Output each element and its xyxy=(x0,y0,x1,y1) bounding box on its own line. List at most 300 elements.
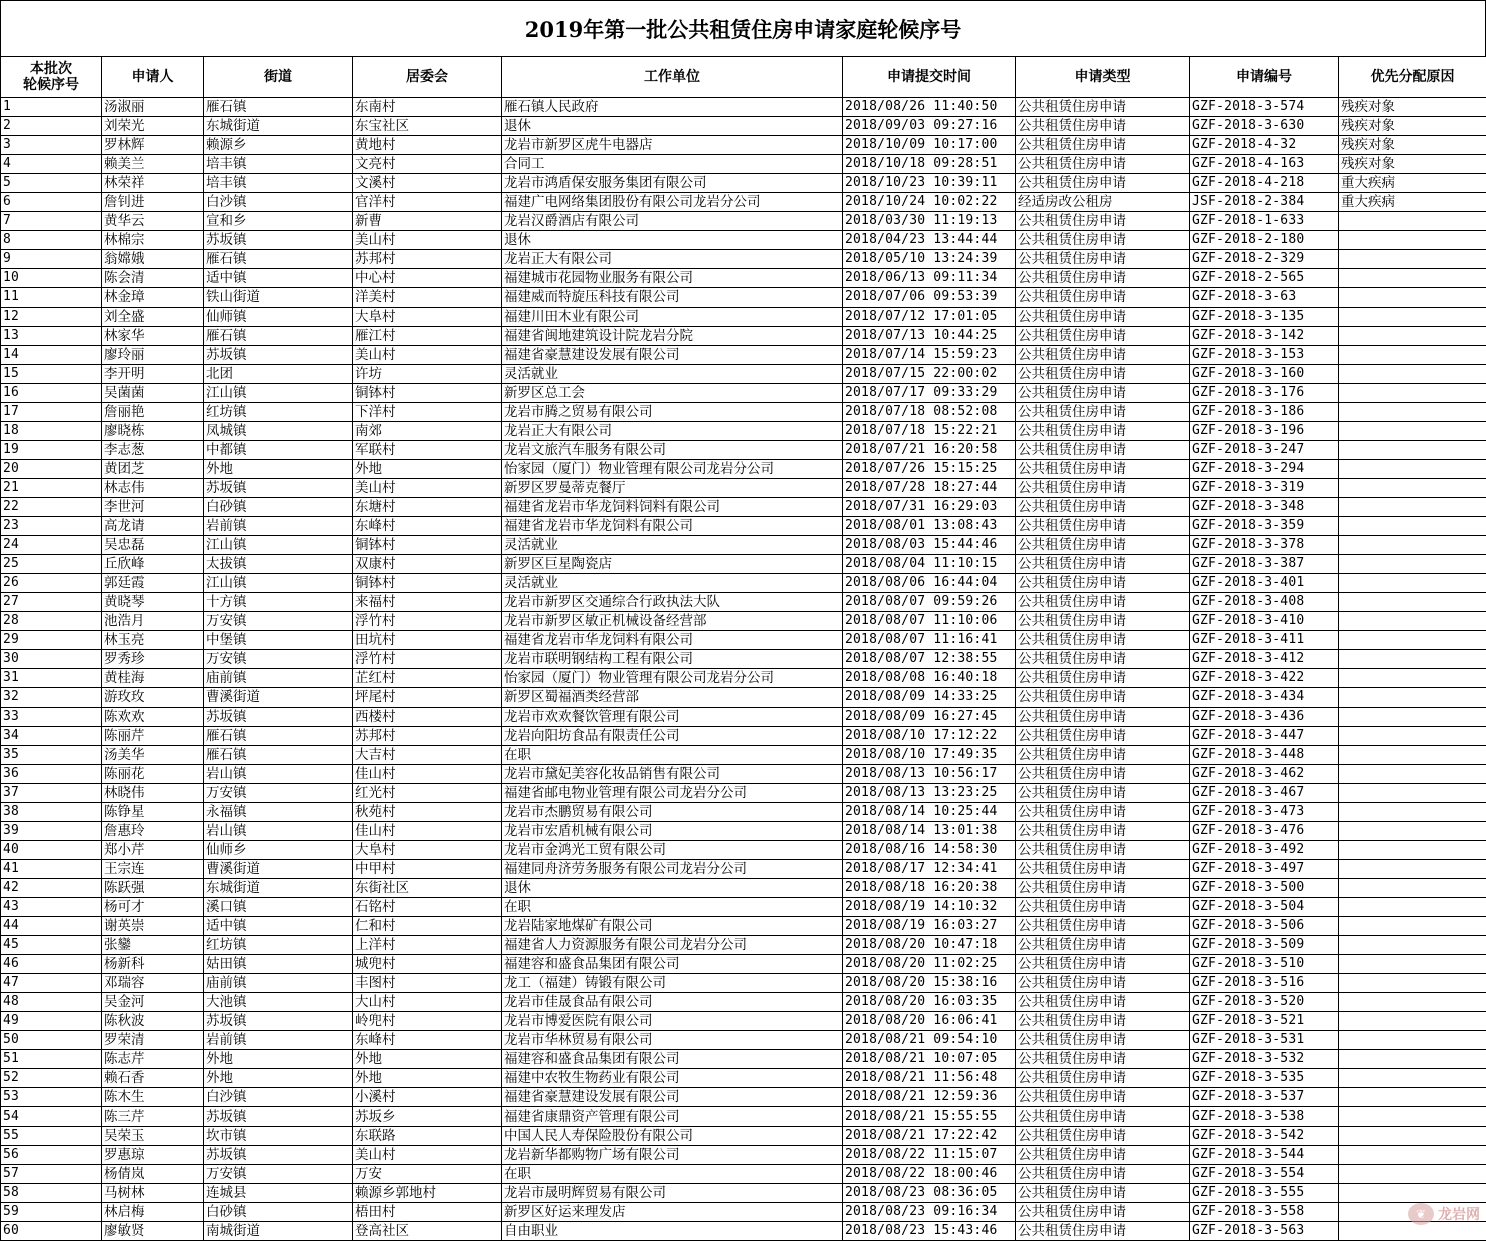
cell-submit-time: 2018/03/30 11:19:13 xyxy=(843,212,1016,231)
cell-priority xyxy=(1339,517,1486,536)
cell-committee: 浮竹村 xyxy=(353,612,502,631)
cell-committee: 东街社区 xyxy=(353,878,502,897)
table-row xyxy=(1,1183,1486,1202)
cell-type: 公共租赁住房申请 xyxy=(1016,878,1190,897)
cell-street: 江山镇 xyxy=(204,383,353,402)
cell-priority xyxy=(1339,402,1486,421)
cell-employer: 福建省龙岩市华龙饲料饲料有限公司 xyxy=(502,497,843,516)
cell-employer: 新罗区好运来理发店 xyxy=(502,1202,843,1221)
cell-street: 白砂镇 xyxy=(204,1202,353,1221)
cell-type: 公共租赁住房申请 xyxy=(1016,497,1190,516)
cell-applicant: 黄桂海 xyxy=(102,669,204,688)
cell-employer: 新罗区巨星陶瓷店 xyxy=(502,555,843,574)
table-row xyxy=(1,936,1486,955)
cell-submit-time: 2018/08/20 16:06:41 xyxy=(843,1012,1016,1031)
cell-submit-time: 2018/08/10 17:49:35 xyxy=(843,745,1016,764)
cell-street: 苏坂镇 xyxy=(204,1145,353,1164)
cell-number: GZF-2018-3-408 xyxy=(1190,593,1339,612)
cell-type: 公共租赁住房申请 xyxy=(1016,250,1190,269)
table-row xyxy=(1,326,1486,345)
cell-committee: 城兜村 xyxy=(353,955,502,974)
cell-priority xyxy=(1339,250,1486,269)
cell-applicant: 陈欢欢 xyxy=(102,707,204,726)
cell-street: 培丰镇 xyxy=(204,155,353,174)
cell-priority xyxy=(1339,707,1486,726)
table-row xyxy=(1,1126,1486,1145)
cell-applicant: 杨新科 xyxy=(102,955,204,974)
cell-street: 坎市镇 xyxy=(204,1126,353,1145)
cell-street: 仙师镇 xyxy=(204,307,353,326)
cell-submit-time: 2018/07/12 17:01:05 xyxy=(843,307,1016,326)
table-row xyxy=(1,555,1486,574)
cell-employer: 雁石镇人民政府 xyxy=(502,98,843,117)
cell-applicant: 郭廷霞 xyxy=(102,574,204,593)
cell-priority xyxy=(1339,859,1486,878)
cell-applicant: 林棉宗 xyxy=(102,231,204,250)
cell-employer: 福建容和盛食品集团有限公司 xyxy=(502,1050,843,1069)
cell-type: 公共租赁住房申请 xyxy=(1016,269,1190,288)
table-row xyxy=(1,174,1486,193)
cell-committee: 梧田村 xyxy=(353,1202,502,1221)
cell-employer: 新罗区罗曼蒂克餐厅 xyxy=(502,478,843,497)
cell-committee: 芷红村 xyxy=(353,669,502,688)
cell-seq: 48 xyxy=(1,993,102,1012)
cell-number: GZF-2018-3-434 xyxy=(1190,688,1339,707)
cell-submit-time: 2018/06/13 09:11:34 xyxy=(843,269,1016,288)
cell-submit-time: 2018/05/10 13:24:39 xyxy=(843,250,1016,269)
cell-priority xyxy=(1339,555,1486,574)
cell-street: 万安镇 xyxy=(204,783,353,802)
leaf-logo-icon: ❦ xyxy=(1408,1203,1434,1225)
cell-seq: 50 xyxy=(1,1031,102,1050)
cell-seq: 32 xyxy=(1,688,102,707)
cell-street: 外地 xyxy=(204,1050,353,1069)
cell-seq: 49 xyxy=(1,1012,102,1031)
cell-number: GZF-2018-3-319 xyxy=(1190,478,1339,497)
cell-number: GZF-2018-3-473 xyxy=(1190,802,1339,821)
cell-submit-time: 2018/08/13 13:23:25 xyxy=(843,783,1016,802)
cell-employer: 福建省豪慧建设发展有限公司 xyxy=(502,345,843,364)
cell-submit-time: 2018/08/22 18:00:46 xyxy=(843,1164,1016,1183)
cell-priority xyxy=(1339,974,1486,993)
cell-type: 公共租赁住房申请 xyxy=(1016,897,1190,916)
cell-street: 雁石镇 xyxy=(204,98,353,117)
cell-seq: 23 xyxy=(1,517,102,536)
cell-employer: 龙岩市晟明辉贸易有限公司 xyxy=(502,1183,843,1202)
cell-applicant: 李世河 xyxy=(102,497,204,516)
cell-submit-time: 2018/07/26 15:15:25 xyxy=(843,459,1016,478)
cell-seq: 14 xyxy=(1,345,102,364)
cell-employer: 龙岩市联明钢结构工程有限公司 xyxy=(502,650,843,669)
cell-applicant: 林金璋 xyxy=(102,288,204,307)
cell-street: 岩前镇 xyxy=(204,517,353,536)
cell-priority xyxy=(1339,993,1486,1012)
cell-type: 公共租赁住房申请 xyxy=(1016,440,1190,459)
cell-number: GZF-2018-3-387 xyxy=(1190,555,1339,574)
cell-street: 赖源乡 xyxy=(204,136,353,155)
cell-seq: 37 xyxy=(1,783,102,802)
cell-number: GZF-2018-3-510 xyxy=(1190,955,1339,974)
header-applicant: 申请人 xyxy=(102,57,204,98)
cell-committee: 许坊 xyxy=(353,364,502,383)
cell-applicant: 吴金河 xyxy=(102,993,204,1012)
table-row xyxy=(1,707,1486,726)
cell-submit-time: 2018/07/17 09:33:29 xyxy=(843,383,1016,402)
cell-committee: 铜钵村 xyxy=(353,536,502,555)
cell-number: GZF-2018-3-186 xyxy=(1190,402,1339,421)
cell-applicant: 刘荣光 xyxy=(102,117,204,136)
cell-submit-time: 2018/08/21 11:56:48 xyxy=(843,1069,1016,1088)
cell-applicant: 谢英崇 xyxy=(102,917,204,936)
table-row xyxy=(1,459,1486,478)
cell-employer: 福建威而特旋压科技有限公司 xyxy=(502,288,843,307)
cell-street: 江山镇 xyxy=(204,574,353,593)
cell-applicant: 林晓伟 xyxy=(102,783,204,802)
cell-committee: 东塘村 xyxy=(353,497,502,516)
cell-seq: 39 xyxy=(1,821,102,840)
cell-seq: 56 xyxy=(1,1145,102,1164)
cell-submit-time: 2018/08/20 11:02:25 xyxy=(843,955,1016,974)
cell-employer: 退休 xyxy=(502,878,843,897)
cell-employer: 龙岩文旅汽车服务有限公司 xyxy=(502,440,843,459)
cell-employer: 龙岩正大有限公司 xyxy=(502,250,843,269)
cell-priority xyxy=(1339,231,1486,250)
cell-street: 太拔镇 xyxy=(204,555,353,574)
cell-priority xyxy=(1339,574,1486,593)
cell-number: GZF-2018-3-401 xyxy=(1190,574,1339,593)
cell-employer: 龙岩市欢欢餐饮管理有限公司 xyxy=(502,707,843,726)
cell-number: GZF-2018-3-558 xyxy=(1190,1202,1339,1221)
cell-submit-time: 2018/08/19 14:10:32 xyxy=(843,897,1016,916)
cell-street: 十方镇 xyxy=(204,593,353,612)
cell-priority xyxy=(1339,307,1486,326)
cell-priority xyxy=(1339,440,1486,459)
cell-applicant: 陈铮星 xyxy=(102,802,204,821)
cell-submit-time: 2018/08/01 13:08:43 xyxy=(843,517,1016,536)
cell-type: 公共租赁住房申请 xyxy=(1016,98,1190,117)
cell-number: GZF-2018-3-497 xyxy=(1190,859,1339,878)
header-street: 街道 xyxy=(204,57,353,98)
cell-committee: 南郊 xyxy=(353,421,502,440)
table-row xyxy=(1,307,1486,326)
cell-submit-time: 2018/07/13 10:44:25 xyxy=(843,326,1016,345)
cell-committee: 大阜村 xyxy=(353,840,502,859)
table-row xyxy=(1,821,1486,840)
cell-priority xyxy=(1339,1107,1486,1126)
cell-type: 公共租赁住房申请 xyxy=(1016,1088,1190,1107)
cell-applicant: 吴荣玉 xyxy=(102,1126,204,1145)
cell-submit-time: 2018/08/08 16:40:18 xyxy=(843,669,1016,688)
cell-seq: 60 xyxy=(1,1221,102,1240)
cell-priority xyxy=(1339,459,1486,478)
cell-employer: 福建省邮电物业管理有限公司龙岩分公司 xyxy=(502,783,843,802)
cell-seq: 40 xyxy=(1,840,102,859)
cell-street: 雁石镇 xyxy=(204,726,353,745)
cell-employer: 退休 xyxy=(502,117,843,136)
cell-seq: 8 xyxy=(1,231,102,250)
cell-applicant: 汤淑丽 xyxy=(102,98,204,117)
cell-street: 东城街道 xyxy=(204,878,353,897)
cell-applicant: 赖美兰 xyxy=(102,155,204,174)
cell-committee: 官洋村 xyxy=(353,193,502,212)
cell-submit-time: 2018/08/19 16:03:27 xyxy=(843,917,1016,936)
cell-employer: 福建省人力资源服务有限公司龙岩分公司 xyxy=(502,936,843,955)
cell-number: GZF-2018-3-535 xyxy=(1190,1069,1339,1088)
cell-type: 公共租赁住房申请 xyxy=(1016,1107,1190,1126)
cell-priority xyxy=(1339,1202,1486,1221)
cell-priority xyxy=(1339,745,1486,764)
cell-number: GZF-2018-3-500 xyxy=(1190,878,1339,897)
cell-applicant: 李开明 xyxy=(102,364,204,383)
cell-committee: 坪尾村 xyxy=(353,688,502,707)
table-row xyxy=(1,574,1486,593)
cell-applicant: 李志葱 xyxy=(102,440,204,459)
cell-type: 公共租赁住房申请 xyxy=(1016,345,1190,364)
cell-priority xyxy=(1339,688,1486,707)
cell-priority xyxy=(1339,612,1486,631)
cell-seq: 33 xyxy=(1,707,102,726)
table-row xyxy=(1,440,1486,459)
cell-employer: 龙岩市金鸿光工贸有限公司 xyxy=(502,840,843,859)
cell-priority xyxy=(1339,345,1486,364)
cell-applicant: 陈志芹 xyxy=(102,1050,204,1069)
cell-submit-time: 2018/07/18 15:22:21 xyxy=(843,421,1016,440)
cell-applicant: 林启梅 xyxy=(102,1202,204,1221)
cell-priority xyxy=(1339,497,1486,516)
cell-committee: 浮竹村 xyxy=(353,650,502,669)
table-row xyxy=(1,98,1486,117)
table-row xyxy=(1,1164,1486,1183)
cell-seq: 27 xyxy=(1,593,102,612)
cell-street: 红坊镇 xyxy=(204,402,353,421)
cell-submit-time: 2018/08/21 09:54:10 xyxy=(843,1031,1016,1050)
cell-type: 公共租赁住房申请 xyxy=(1016,955,1190,974)
cell-seq: 18 xyxy=(1,421,102,440)
cell-priority xyxy=(1339,1069,1486,1088)
cell-applicant: 詹惠玲 xyxy=(102,821,204,840)
cell-number: GZF-2018-3-247 xyxy=(1190,440,1339,459)
cell-priority xyxy=(1339,1221,1486,1240)
cell-priority xyxy=(1339,593,1486,612)
cell-submit-time: 2018/08/23 15:43:46 xyxy=(843,1221,1016,1240)
cell-applicant: 陈丽芹 xyxy=(102,726,204,745)
cell-employer: 龙岩市腾之贸易有限公司 xyxy=(502,402,843,421)
table-row xyxy=(1,536,1486,555)
cell-type: 公共租赁住房申请 xyxy=(1016,383,1190,402)
cell-applicant: 黄晓琴 xyxy=(102,593,204,612)
cell-submit-time: 2018/08/06 16:44:04 xyxy=(843,574,1016,593)
cell-committee: 东联路 xyxy=(353,1126,502,1145)
cell-applicant: 詹丽艳 xyxy=(102,402,204,421)
cell-submit-time: 2018/08/21 10:07:05 xyxy=(843,1050,1016,1069)
cell-number: GZF-2018-3-538 xyxy=(1190,1107,1339,1126)
cell-priority xyxy=(1339,631,1486,650)
cell-applicant: 陈秋波 xyxy=(102,1012,204,1031)
table-row xyxy=(1,250,1486,269)
table-row xyxy=(1,612,1486,631)
cell-street: 姑田镇 xyxy=(204,955,353,974)
cell-type: 公共租赁住房申请 xyxy=(1016,555,1190,574)
cell-seq: 34 xyxy=(1,726,102,745)
cell-submit-time: 2018/08/22 11:15:07 xyxy=(843,1145,1016,1164)
cell-street: 仙师乡 xyxy=(204,840,353,859)
table-row xyxy=(1,783,1486,802)
cell-committee: 军联村 xyxy=(353,440,502,459)
cell-number: GZF-2018-3-436 xyxy=(1190,707,1339,726)
cell-type: 公共租赁住房申请 xyxy=(1016,1183,1190,1202)
cell-type: 公共租赁住房申请 xyxy=(1016,478,1190,497)
cell-number: GZF-2018-1-633 xyxy=(1190,212,1339,231)
cell-employer: 福建川田木业有限公司 xyxy=(502,307,843,326)
cell-applicant: 陈木生 xyxy=(102,1088,204,1107)
table-row xyxy=(1,878,1486,897)
cell-type: 公共租赁住房申请 xyxy=(1016,993,1190,1012)
cell-priority xyxy=(1339,669,1486,688)
cell-seq: 22 xyxy=(1,497,102,516)
cell-applicant: 罗林辉 xyxy=(102,136,204,155)
cell-seq: 58 xyxy=(1,1183,102,1202)
cell-seq: 21 xyxy=(1,478,102,497)
cell-type: 公共租赁住房申请 xyxy=(1016,307,1190,326)
cell-street: 苏坂镇 xyxy=(204,1012,353,1031)
table-row xyxy=(1,917,1486,936)
cell-priority xyxy=(1339,288,1486,307)
cell-seq: 29 xyxy=(1,631,102,650)
cell-number: GZF-2018-3-476 xyxy=(1190,821,1339,840)
cell-priority xyxy=(1339,764,1486,783)
cell-priority xyxy=(1339,212,1486,231)
cell-committee: 西楼村 xyxy=(353,707,502,726)
cell-type: 公共租赁住房申请 xyxy=(1016,631,1190,650)
cell-committee: 东峰村 xyxy=(353,517,502,536)
cell-employer: 龙岩市黛妃美容化妆品销售有限公司 xyxy=(502,764,843,783)
cell-number: GZF-2018-3-153 xyxy=(1190,345,1339,364)
cell-type: 公共租赁住房申请 xyxy=(1016,917,1190,936)
cell-street: 白砂镇 xyxy=(204,497,353,516)
cell-priority xyxy=(1339,840,1486,859)
table-row xyxy=(1,593,1486,612)
cell-submit-time: 2018/08/21 17:22:42 xyxy=(843,1126,1016,1145)
cell-number: GZF-2018-3-142 xyxy=(1190,326,1339,345)
table-row xyxy=(1,1031,1486,1050)
cell-street: 适中镇 xyxy=(204,269,353,288)
cell-applicant: 黄团芝 xyxy=(102,459,204,478)
cell-number: GZF-2018-4-163 xyxy=(1190,155,1339,174)
cell-committee: 双康村 xyxy=(353,555,502,574)
cell-committee: 丰图村 xyxy=(353,974,502,993)
cell-priority xyxy=(1339,478,1486,497)
cell-submit-time: 2018/08/17 12:34:41 xyxy=(843,859,1016,878)
cell-priority xyxy=(1339,1183,1486,1202)
cell-employer: 灵活就业 xyxy=(502,574,843,593)
cell-number: GZF-2018-3-462 xyxy=(1190,764,1339,783)
cell-street: 苏坂镇 xyxy=(204,345,353,364)
cell-submit-time: 2018/08/10 17:12:22 xyxy=(843,726,1016,745)
cell-seq: 15 xyxy=(1,364,102,383)
cell-number: GZF-2018-3-447 xyxy=(1190,726,1339,745)
cell-number: GZF-2018-3-378 xyxy=(1190,536,1339,555)
cell-seq: 52 xyxy=(1,1069,102,1088)
cell-seq: 31 xyxy=(1,669,102,688)
cell-priority xyxy=(1339,802,1486,821)
cell-employer: 灵活就业 xyxy=(502,536,843,555)
cell-committee: 佳山村 xyxy=(353,764,502,783)
table-row xyxy=(1,497,1486,516)
cell-applicant: 廖玲丽 xyxy=(102,345,204,364)
cell-seq: 43 xyxy=(1,897,102,916)
table-row xyxy=(1,650,1486,669)
cell-seq: 10 xyxy=(1,269,102,288)
cell-applicant: 池浩月 xyxy=(102,612,204,631)
cell-type: 公共租赁住房申请 xyxy=(1016,821,1190,840)
cell-applicant: 陈三芹 xyxy=(102,1107,204,1126)
cell-employer: 龙岩向阳坊食品有限责任公司 xyxy=(502,726,843,745)
cell-employer: 灵活就业 xyxy=(502,364,843,383)
table-row xyxy=(1,859,1486,878)
cell-type: 公共租赁住房申请 xyxy=(1016,288,1190,307)
cell-employer: 福建省闽地建筑设计院龙岩分院 xyxy=(502,326,843,345)
cell-type: 公共租赁住房申请 xyxy=(1016,231,1190,250)
cell-type: 公共租赁住房申请 xyxy=(1016,650,1190,669)
cell-committee: 登高社区 xyxy=(353,1221,502,1240)
cell-priority: 残疾对象 xyxy=(1339,136,1486,155)
cell-employer: 龙岩市华林贸易有限公司 xyxy=(502,1031,843,1050)
cell-applicant: 丘欣峰 xyxy=(102,555,204,574)
cell-applicant: 高龙请 xyxy=(102,517,204,536)
cell-number: GZF-2018-3-509 xyxy=(1190,936,1339,955)
cell-street: 外地 xyxy=(204,459,353,478)
cell-committee: 仁和村 xyxy=(353,917,502,936)
table-row xyxy=(1,1088,1486,1107)
cell-number: GZF-2018-3-542 xyxy=(1190,1126,1339,1145)
cell-committee: 佳山村 xyxy=(353,821,502,840)
cell-committee: 万安 xyxy=(353,1164,502,1183)
cell-number: GZF-2018-4-32 xyxy=(1190,136,1339,155)
cell-priority: 重大疾病 xyxy=(1339,174,1486,193)
cell-type: 公共租赁住房申请 xyxy=(1016,402,1190,421)
cell-type: 公共租赁住房申请 xyxy=(1016,364,1190,383)
cell-committee: 美山村 xyxy=(353,231,502,250)
cell-applicant: 张鑾 xyxy=(102,936,204,955)
cell-applicant: 廖敏贤 xyxy=(102,1221,204,1240)
cell-number: GZF-2018-3-531 xyxy=(1190,1031,1339,1050)
cell-type: 公共租赁住房申请 xyxy=(1016,669,1190,688)
cell-type: 公共租赁住房申请 xyxy=(1016,212,1190,231)
header-seq-line1: 本批次 xyxy=(3,61,99,77)
cell-street: 中堡镇 xyxy=(204,631,353,650)
cell-employer: 在职 xyxy=(502,1164,843,1183)
cell-employer: 怡家园（厦门）物业管理有限公司龙岩分公司 xyxy=(502,459,843,478)
cell-type: 公共租赁住房申请 xyxy=(1016,802,1190,821)
cell-type: 公共租赁住房申请 xyxy=(1016,155,1190,174)
cell-street: 万安镇 xyxy=(204,650,353,669)
table-row xyxy=(1,631,1486,650)
cell-street: 苏坂镇 xyxy=(204,707,353,726)
cell-number: GZF-2018-3-63 xyxy=(1190,288,1339,307)
cell-priority xyxy=(1339,1164,1486,1183)
cell-priority xyxy=(1339,955,1486,974)
cell-committee: 小溪村 xyxy=(353,1088,502,1107)
cell-number: GZF-2018-3-348 xyxy=(1190,497,1339,516)
cell-street: 适中镇 xyxy=(204,917,353,936)
cell-applicant: 陈丽花 xyxy=(102,764,204,783)
cell-applicant: 陈跃强 xyxy=(102,878,204,897)
cell-seq: 4 xyxy=(1,155,102,174)
cell-seq: 28 xyxy=(1,612,102,631)
cell-employer: 龙工（福建）铸锻有限公司 xyxy=(502,974,843,993)
cell-street: 铁山街道 xyxy=(204,288,353,307)
cell-seq: 16 xyxy=(1,383,102,402)
